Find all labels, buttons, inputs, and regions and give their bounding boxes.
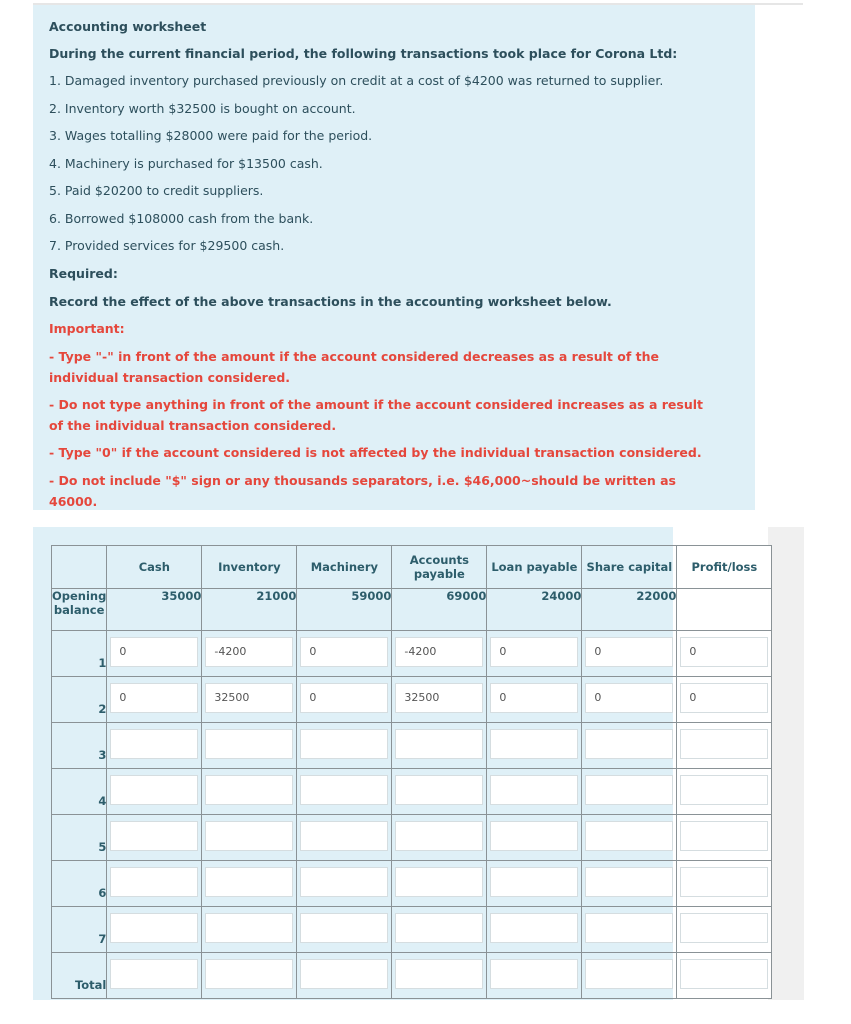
table-row [52, 953, 772, 999]
opening-loan-payable: 24000 [487, 589, 582, 631]
inventory-input[interactable] [205, 959, 293, 989]
cell-machinery [297, 861, 392, 907]
machinery-input[interactable] [300, 775, 388, 805]
col-machinery: Machinery [297, 546, 392, 589]
machinery-input[interactable] [300, 729, 388, 759]
machinery-input[interactable] [300, 913, 388, 943]
share-capital-input[interactable] [585, 913, 673, 943]
opening-accounts-payable: 69000 [392, 589, 487, 631]
loan-payable-input[interactable]: 0 [490, 683, 578, 713]
profit-loss-input[interactable] [680, 821, 768, 851]
transaction-1: 1. Damaged inventory purchased previously on credit at a cost of $4200 was returned to supplier. [49, 73, 664, 88]
cell-accounts-payable [392, 677, 487, 723]
table-row [52, 677, 772, 723]
cell-profit-loss [677, 723, 772, 769]
important-label: Important: [49, 321, 125, 336]
opening-inventory: 21000 [202, 589, 297, 631]
col-profit-loss: Profit/loss [677, 546, 772, 589]
opening-cash: 35000 [107, 589, 202, 631]
cell-inventory [202, 723, 297, 769]
cash-input[interactable] [110, 775, 198, 805]
col-share-capital: Share capital [582, 546, 677, 589]
inventory-input[interactable]: 32500 [205, 683, 293, 713]
accounts-payable-input[interactable] [395, 959, 483, 989]
cell-cash [107, 677, 202, 723]
cell-profit-loss [677, 953, 772, 999]
share-capital-input[interactable] [585, 729, 673, 759]
table-row [52, 723, 772, 769]
cell-accounts-payable [392, 907, 487, 953]
cell-profit-loss [677, 815, 772, 861]
cell-accounts-payable [392, 815, 487, 861]
important-item-2: - Do not type anything in front of the amount if the account considered increases as a result of the individual transaction considered. [49, 397, 703, 433]
profit-loss-input[interactable]: 0 [680, 683, 768, 713]
table-row [52, 907, 772, 953]
cash-input[interactable] [110, 959, 198, 989]
cell-share-capital [582, 677, 677, 723]
cell-machinery [297, 723, 392, 769]
cash-input[interactable] [110, 867, 198, 897]
accounts-payable-input[interactable] [395, 775, 483, 805]
question-panel [33, 5, 755, 510]
transaction-4: 4. Machinery is purchased for $13500 cash. [49, 156, 323, 171]
profit-loss-input[interactable] [680, 729, 768, 759]
transaction-3: 3. Wages totalling $28000 were paid for the period. [49, 128, 373, 143]
loan-payable-input[interactable]: 0 [490, 637, 578, 667]
cell-accounts-payable [392, 769, 487, 815]
cell-inventory [202, 861, 297, 907]
cell-cash [107, 631, 202, 677]
transaction-2: 2. Inventory worth $32500 is bought on account. [49, 101, 356, 116]
opening-share-capital: 22000 [582, 589, 677, 631]
row-label: 2 [52, 677, 107, 723]
corner-cell [52, 546, 107, 589]
cash-input[interactable] [110, 821, 198, 851]
question-title: Accounting worksheet [49, 19, 207, 34]
opening-balance-label: Opening balance [52, 589, 107, 631]
cell-loan-payable [487, 907, 582, 953]
row-label: 1 [52, 631, 107, 677]
accounts-payable-input[interactable] [395, 821, 483, 851]
cell-loan-payable [487, 723, 582, 769]
accounts-payable-input[interactable] [395, 913, 483, 943]
cell-profit-loss [677, 907, 772, 953]
loan-payable-input[interactable] [490, 913, 578, 943]
cash-input[interactable] [110, 913, 198, 943]
cell-profit-loss [677, 769, 772, 815]
share-capital-input[interactable] [585, 867, 673, 897]
cell-machinery [297, 907, 392, 953]
important-item-4: - Do not include "$" sign or any thousands separators, i.e. $46,000~should be written as 46000. [49, 473, 676, 509]
cell-cash [107, 723, 202, 769]
accounts-payable-input[interactable]: 32500 [395, 683, 483, 713]
cell-share-capital [582, 723, 677, 769]
machinery-input[interactable]: 0 [300, 683, 388, 713]
share-capital-input[interactable] [585, 959, 673, 989]
machinery-input[interactable] [300, 821, 388, 851]
profit-loss-input[interactable] [680, 867, 768, 897]
cash-input[interactable]: 0 [110, 683, 198, 713]
cell-cash [107, 769, 202, 815]
cell-inventory [202, 677, 297, 723]
accounts-payable-input[interactable]: -4200 [395, 637, 483, 667]
cell-cash [107, 861, 202, 907]
cell-inventory [202, 815, 297, 861]
cell-cash [107, 907, 202, 953]
cell-loan-payable [487, 953, 582, 999]
required-text: Record the effect of the above transactions in the accounting worksheet below. [49, 294, 612, 309]
cell-profit-loss [677, 677, 772, 723]
header-row [52, 546, 772, 589]
share-capital-input[interactable] [585, 821, 673, 851]
important-item-3: - Type "0" if the account considered is not affected by the individual transaction considered. [49, 445, 702, 460]
cell-machinery [297, 677, 392, 723]
cash-input[interactable] [110, 729, 198, 759]
machinery-input[interactable] [300, 959, 388, 989]
accounting-worksheet-table [51, 545, 772, 999]
cell-inventory [202, 769, 297, 815]
accounts-payable-input[interactable] [395, 867, 483, 897]
cell-inventory [202, 907, 297, 953]
profit-loss-input[interactable] [680, 959, 768, 989]
cell-share-capital [582, 769, 677, 815]
machinery-input[interactable]: 0 [300, 637, 388, 667]
opening-profit-loss [677, 589, 772, 631]
cell-inventory [202, 631, 297, 677]
col-cash: Cash [107, 546, 202, 589]
share-capital-input[interactable]: 0 [585, 683, 673, 713]
cell-accounts-payable [392, 953, 487, 999]
cell-profit-loss [677, 861, 772, 907]
col-loan-payable: Loan payable [487, 546, 582, 589]
share-capital-input[interactable]: 0 [585, 637, 673, 667]
cell-profit-loss [677, 631, 772, 677]
loan-payable-input[interactable] [490, 821, 578, 851]
profit-loss-input[interactable] [680, 775, 768, 805]
question-intro: During the current financial period, the following transactions took place for Corona Ltd: [49, 46, 678, 61]
row-label: 4 [52, 769, 107, 815]
transaction-7: 7. Provided services for $29500 cash. [49, 238, 285, 253]
cell-machinery [297, 953, 392, 999]
inventory-input[interactable] [205, 913, 293, 943]
cell-machinery [297, 815, 392, 861]
loan-payable-input[interactable] [490, 729, 578, 759]
cell-share-capital [582, 907, 677, 953]
transaction-5: 5. Paid $20200 to credit suppliers. [49, 183, 264, 198]
table-row [52, 861, 772, 907]
row-label: Total [52, 953, 107, 999]
cell-machinery [297, 631, 392, 677]
row-label: 3 [52, 723, 107, 769]
loan-payable-input[interactable] [490, 775, 578, 805]
cell-share-capital [582, 631, 677, 677]
profit-loss-input[interactable]: 0 [680, 637, 768, 667]
loan-payable-input[interactable] [490, 867, 578, 897]
cell-loan-payable [487, 769, 582, 815]
transaction-6: 6. Borrowed $108000 cash from the bank. [49, 211, 314, 226]
cell-accounts-payable [392, 861, 487, 907]
row-label: 6 [52, 861, 107, 907]
table-row [52, 631, 772, 677]
cell-inventory [202, 953, 297, 999]
cell-accounts-payable [392, 631, 487, 677]
loan-payable-input[interactable] [490, 959, 578, 989]
row-label: 5 [52, 815, 107, 861]
cell-share-capital [582, 953, 677, 999]
cell-accounts-payable [392, 723, 487, 769]
opening-balance-row [52, 589, 772, 631]
accounts-payable-input[interactable] [395, 729, 483, 759]
cell-share-capital [582, 815, 677, 861]
cell-loan-payable [487, 861, 582, 907]
inventory-input[interactable] [205, 867, 293, 897]
cash-input[interactable]: 0 [110, 637, 198, 667]
cell-loan-payable [487, 631, 582, 677]
share-capital-input[interactable] [585, 775, 673, 805]
inventory-input[interactable]: -4200 [205, 637, 293, 667]
inventory-input[interactable] [205, 775, 293, 805]
important-item-1: - Type "-" in front of the amount if the account considered decreases as a result of the individual transaction considered. [49, 349, 659, 385]
cell-loan-payable [487, 677, 582, 723]
cell-cash [107, 953, 202, 999]
opening-machinery: 59000 [297, 589, 392, 631]
profit-loss-input[interactable] [680, 913, 768, 943]
table-row [52, 769, 772, 815]
inventory-input[interactable] [205, 729, 293, 759]
cell-cash [107, 815, 202, 861]
cell-share-capital [582, 861, 677, 907]
required-label: Required: [49, 266, 118, 281]
col-inventory: Inventory [202, 546, 297, 589]
machinery-input[interactable] [300, 867, 388, 897]
table-row [52, 815, 772, 861]
row-label: 7 [52, 907, 107, 953]
inventory-input[interactable] [205, 821, 293, 851]
cell-loan-payable [487, 815, 582, 861]
col-accounts-payable: Accounts payable [392, 546, 487, 589]
side-gutter [768, 527, 804, 1000]
cell-machinery [297, 769, 392, 815]
